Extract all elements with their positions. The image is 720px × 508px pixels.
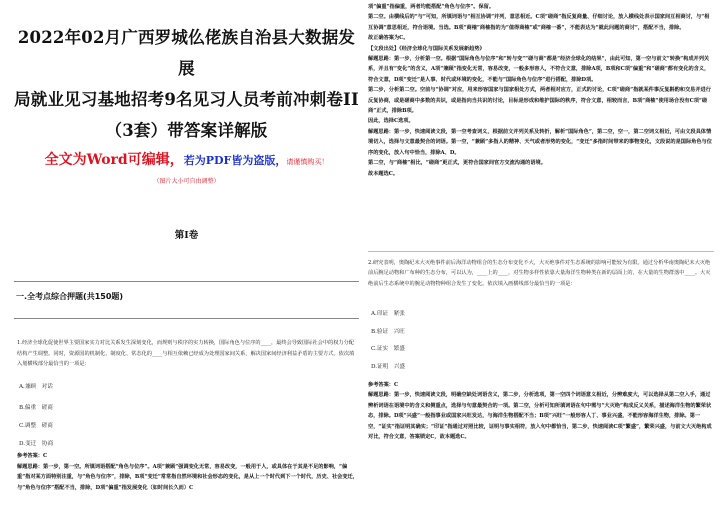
question-2-analysis: 解题思路：第一步，快速阅读文段，明确空缺处词语含义，第二步，分析选项，第一空四个词语意义相近，分辨难度大，可以选择从第二空入手，通过辨析词语在语境中的含义和侧重点，选择与句意最契合的一项。第二空，分析可知所填词语在句中需与“大灭绝”构成反义关系，描述海洋生物的繁荣状态，排除。D项“兴盛”一般指事业或国家兴旺发达，与海洋生物搭配不当；B项“兴旺”一般形容人丁、事业兴盛，不能形容海洋生物，排除。第一空，“证实”指证明其确实；“印证”指通过对照比较，证明与事实相符，放入句中都恰当，第二步，快速阅读C项“繁盛”，繁荣兴盛，与前文大灭绝构成对比，符合文意，答案锁定C，故本题选C。 <box>368 392 712 441</box>
analysis-line: 项“偏重”指偏重，两者均能搭配“角色与位序”。保留。 <box>368 4 495 10</box>
section-heading: 一.全考点综合押题(共150题) <box>16 292 124 301</box>
question-2-text: 2.研究表明，奥陶纪末大灭绝事件前后海洋动物组合的生态分布变化不大，大灭绝事件对生态系统的影响可能较为有限。通过分析华南奥陶纪末大灭绝前后腕足动物和广布种的生态分布，可以认为，____上的____，对生物多样性依靠大量海洋生物种类在新的层面上的，在大量的生物群落中____。大灭绝前后生态系统中的腕足动物物种组合发生了变化。依次填入画横线部分最恰当的一项是： <box>368 260 711 287</box>
question-2-option-a: A.印证 紧张 <box>371 311 405 317</box>
left-column <box>14 8 359 241</box>
volume-heading: 第I卷 <box>174 230 199 241</box>
question-2-answer: 参考答案：C <box>368 382 399 388</box>
question-1-option-d: D.变迁 协商 <box>19 441 54 447</box>
title-line-1: 2022年02月广西罗城仫佬族自治县大数据发展 <box>17 28 356 78</box>
analysis-line: 【文段出处】《经济全球化与国际关系发展新趋势》 <box>368 45 485 52</box>
divider <box>368 251 714 252</box>
analysis-line: 解题思路：第一步，快速阅读文段，第一空考查词义，根据前文并列关系及转折，解析“国际角色”，第二空，空一，第二空词义相近，可由文段具体情境切入，选择与文意最契合的词语。第一空，“兼顾”多指人的精神、天气或者形势的变化，“变迁”多指时间带来的事物变化，文段说的是国际角色与位序的变化，放入句中恰当，排除A、D。 <box>368 128 712 156</box>
question-1-analysis: 解题思路：第一步，第一空。所填词语搭配“角色与位序”。A项“兼顾”强调变化无常，容易改变，一般用于人，或具体在于其是不足的影响，“偏重”指对某方面特别注重，与“角色与位序”，排除，B项“变迁”常常指自然环境和社会形态的变化，是从上一个时代到下一个时代，历史、社会变迁，与“角色与位序”搭配不当，排除，D项“偏重”指发展变化（如时间长久而）C <box>17 463 358 491</box>
word-edit-note: 全文为Word可编辑， <box>44 152 184 168</box>
analysis-line: 第二空。由横线后的“与”可知，所填词语与“相互协调”并列，意思相近。C项“磋商”指反复商量、仔细讨论，放入横线处表示国家间互相商讨，与“相互协调”意思相近，符合语境。当选。B项“商榷”商榷指的为“值得商榷”或“商榷一番”，不能表达为“就此问题的商讨”，搭配不当，排除。 <box>368 14 710 31</box>
analysis-line: 第二步，分析第二空。空前与“协调”对应，用来形容国家与国家相处方式，两者相对应方，正式的讨论，C项“磋商”指就某件事反复斟酌和交易并进行反复协商，或是磋商中多数的共识，或是指向当共识的讨论，目标是形成和维护国际的秩序，符合文意，相较而言，B项“商榷”使用场合没有C项“磋商”正式，排除B项。 <box>368 87 711 115</box>
page-title <box>14 22 359 146</box>
question-1-text: 1.经济全球化促使世界主要国家实力对比关系发生深刻变化，而规则与秩序的实力转换，国际角色与位序的____，最终会导致国际社会中的权力分配结构产生调整。同时，资源国的机制化、制度化、常态化的____与相互依赖已经成为处理国家间关系，解决国家间经济利益矛盾的主要方式。依次填入划横线部分最恰当的一项是： <box>17 340 355 368</box>
question-2-option-c: C.证实 繁盛 <box>371 346 405 352</box>
question-1-option-a: A.兼顾 对话 <box>19 384 53 390</box>
title-line-2: 局就业见习基地招考9名见习人员考前冲刺卷II <box>14 90 359 109</box>
question-2-option-d: D.证明 兴盛 <box>371 364 406 370</box>
question-1-option-c: C.调整 磋商 <box>19 423 53 429</box>
analysis-line: 故本题选C。 <box>368 170 399 177</box>
question-1-option-b: B.偏重 磋商 <box>19 405 53 411</box>
contact-note: 请谨慎购买！ <box>286 158 329 166</box>
image-size-note: （图片大小可自由调整） <box>153 178 220 185</box>
title-line-3: （3套）带答案详解版 <box>105 121 268 140</box>
pdf-pirate-note: 若为PDF皆为盗版， <box>183 154 287 167</box>
answer-analysis-continued <box>368 2 714 179</box>
analysis-line: 因此，选择C选项。 <box>368 118 414 125</box>
divider <box>14 281 359 282</box>
analysis-line: 解题思路：第一步，分析第一空。根据“国际角色与位序”和“转与变”“磋与商”都是“经济全球化的结果”，由此可知，第一空与前文“转换”构成并列关系，并且有“变化”的含义，A项“兼顾”指变化无常，容易改变，一般多形容人，不符合文意，排除A项，B项和C项“偏重”和“磋商”都有变化的含义，符合文意，D项“变迁”是人事、时代或环境的变化，不能与“国际角色与位序”进行搭配，排除D项。 <box>368 56 710 83</box>
divider <box>14 318 359 319</box>
analysis-line: 第二空，与“商榷”相比，“磋商”更正式，更符合国家间官方交流沟通的语境。 <box>368 160 546 167</box>
question-2-option-b: B.验证 兴旺 <box>371 329 405 335</box>
question-1-answer-block <box>17 451 360 493</box>
analysis-line: 故正确答案为C。 <box>368 35 409 42</box>
edit-notice <box>14 152 359 169</box>
question-1-answer: 参考答案：C <box>17 453 48 459</box>
question-2-answer-block <box>368 380 714 442</box>
